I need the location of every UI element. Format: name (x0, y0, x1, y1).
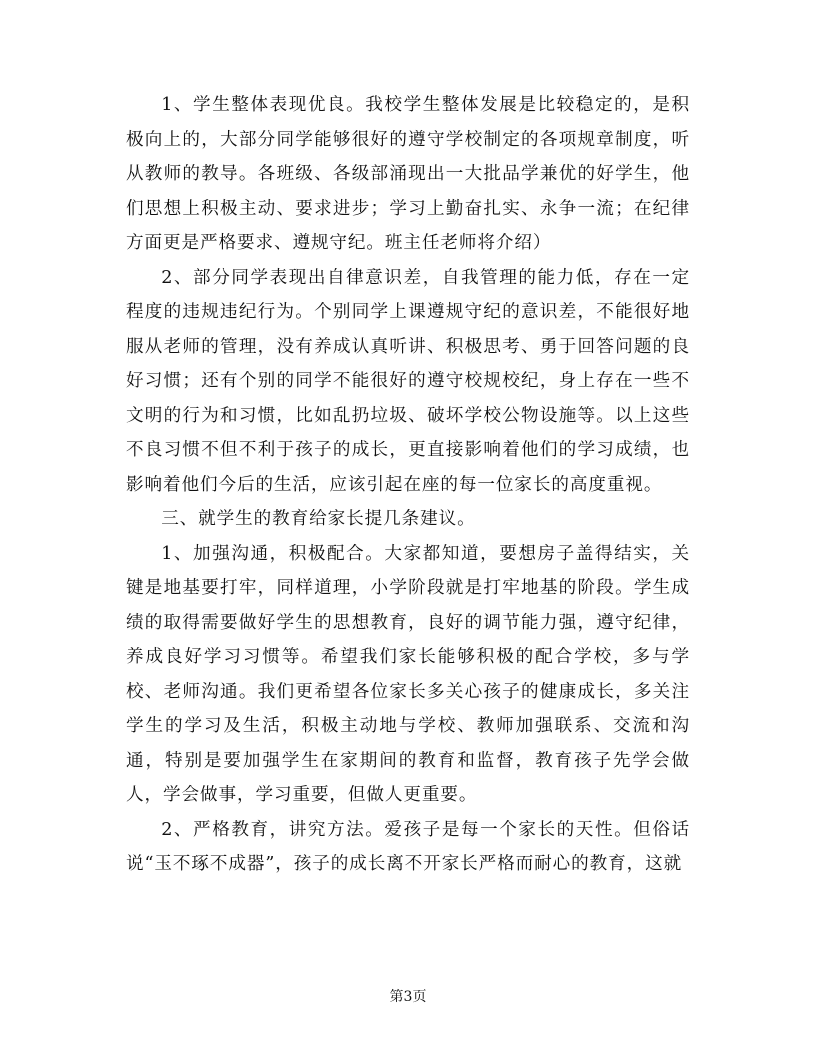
section-heading-parent-suggestions: 三、就学生的教育给家长提几条建议。 (161, 509, 476, 529)
paragraph-strict-education: 2、严格教育，讲究方法。爱孩子是每一个家长的天性。但俗话说“玉不琢不成器”，孩子的成长离不开家长严格而耐心的教育，这就 (126, 819, 690, 874)
document-body (126, 88, 690, 882)
paragraph-communication-cooperation: 1、加强沟通，积极配合。大家都知道，要想房子盖得结实，关键是地基要打牢，同样道理，小学阶段就是打牢地基的阶段。学生成绩的取得需要做好学生的思想教育，良好的调节能力强，遵守纪律，养成良好学习习惯等。希望我们家长能够积极的配合学校，多与学校、老师沟通。我们更希望各位家长多关心孩子的健康成长，多关注学生的学习及生活，积极主动地与学校、教师加强联系、交流和沟通，特别是要加强学生在家期间的教育和监督，教育孩子先学会做人，学会做事，学习重要，但做人更重要。 (126, 543, 690, 805)
page-number: 第3页 (389, 989, 427, 1005)
paragraph-student-performance-good: 1、学生整体表现优良。我校学生整体发展是比较稳定的，是积极向上的，大部分同学能够很好的遵守学校制定的各项规章制度，听从教师的教导。各班级、各级部涌现出一大批品学兼优的好学生，他们思想上积极主动、要求进步；学习上勤奋扎实、永争一流；在纪律方面更是严格要求、遵规守纪。班主任老师将介绍） (126, 95, 690, 253)
paragraph-student-discipline-issues: 2、部分同学表现出自律意识差，自我管理的能力低，存在一定程度的违规违纪行为。个别同学上课遵规守纪的意识差，不能很好地服从老师的管理，没有养成认真听讲、积极思考、勇于回答问题的良好习惯；还有个别的同学不能很好的遵守校规校纪，身上存在一些不文明的行为和习惯，比如乱扔垃圾、破坏学校公物设施等。以上这些不良习惯不但不利于孩子的成长，更直接影响着他们的学习成绩，也影响着他们今后的生活，应该引起在座的每一位家长的高度重视。 (126, 267, 690, 495)
